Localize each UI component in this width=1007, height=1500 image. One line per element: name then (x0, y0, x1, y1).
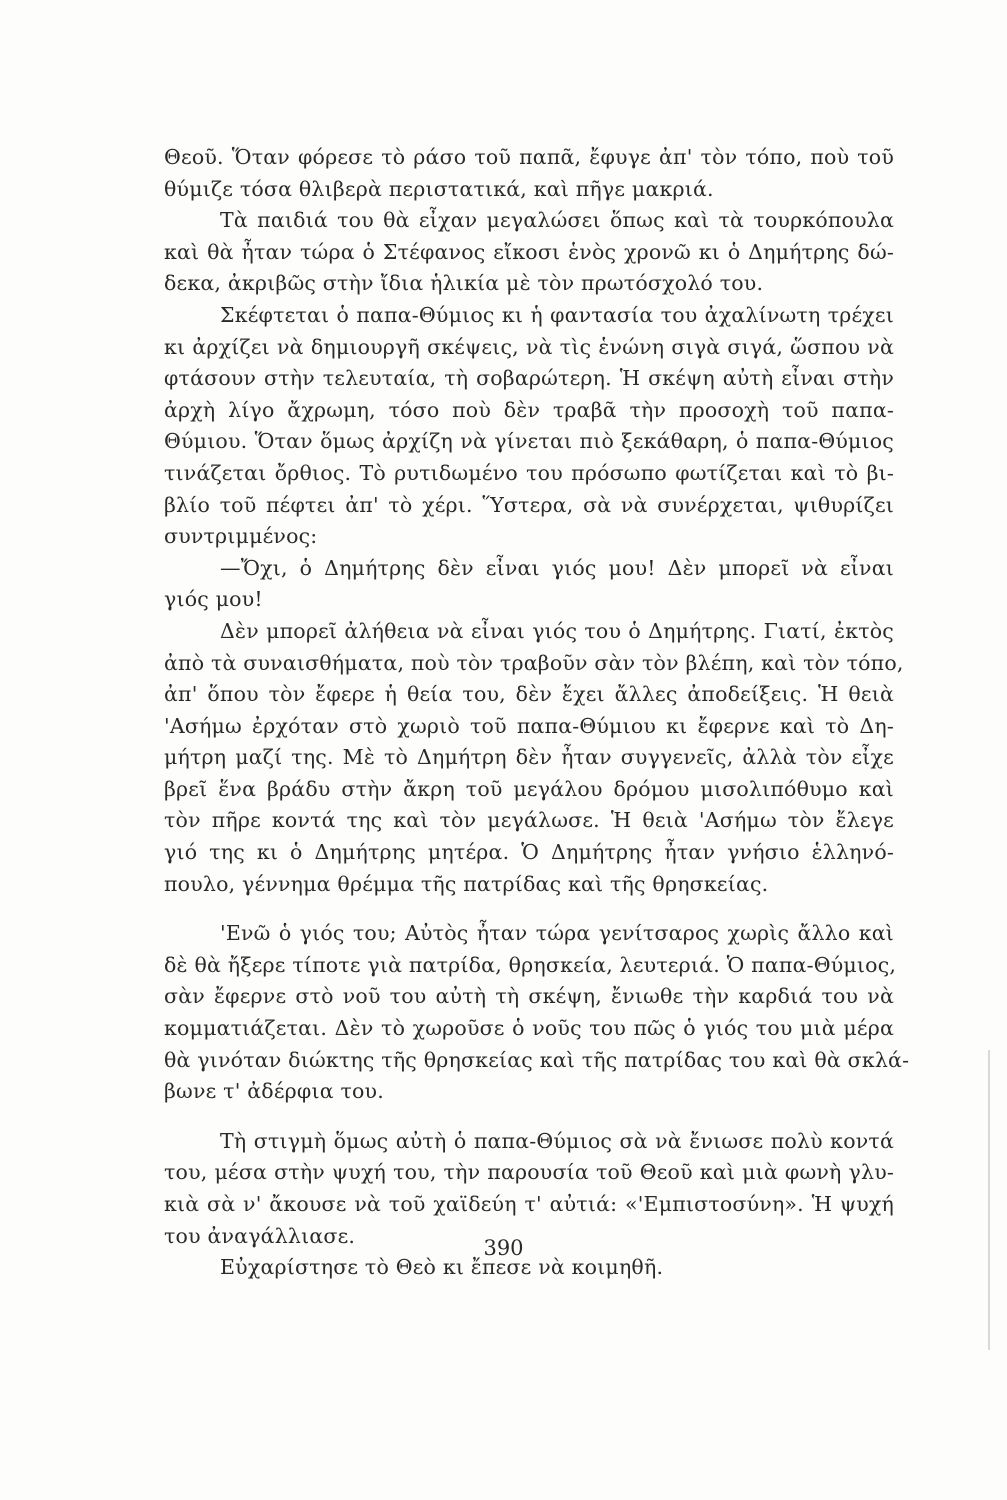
text-line: τινάζεται ὄρθιος. Τὸ ρυτιδωμένο του πρόσωπο φωτίζεται καὶ τὸ βι- (164, 460, 894, 485)
text-line: Σκέφτεται ὁ παπα-Θύμιος κι ἡ φαντασία του ἀχαλίνωτη τρέχει (220, 302, 894, 327)
text-line: ἀπ' ὅπου τὸν ἔφερε ἡ θεία του, δὲν ἔχει ἄλλες ἀποδείξεις. Ἡ θειὰ (164, 682, 894, 707)
page-number: 390 (483, 1236, 524, 1260)
text-line: βλίο τοῦ πέφτει ἀπ' τὸ χέρι. Ὕστερα, σὰ νὰ συνέρχεται, ψιθυρίζει (164, 492, 894, 517)
body-text (164, 142, 910, 1284)
text-line: γιό της κι ὁ Δημήτρης μητέρα. Ὁ Δημήτρης ἦταν γνήσιο ἑλληνό- (164, 840, 894, 865)
paragraph-gap (164, 1108, 894, 1126)
text-line: 'Ενῶ ὁ γιός του; Αὐτὸς ἦταν τώρα γενίτσαρος χωρὶς ἄλλο καὶ (220, 921, 894, 946)
text-line: τὸν πῆρε κοντά της καὶ τὸν μεγάλωσε. Ἡ θειὰ 'Ασήμω τὸν ἔλεγε (164, 808, 894, 833)
text-line: μήτρη μαζί της. Μὲ τὸ Δημήτρη δὲν ἦταν συγγενεῖς, ἀλλὰ τὸν εἶχε (164, 745, 894, 770)
text-line: ἀρχὴ λίγο ἄχρωμη, τόσο ποὺ δὲν τραβᾶ τὴν προσοχὴ τοῦ παπα- (164, 397, 894, 422)
text-line: Θύμιου. Ὅταν ὅμως ἀρχίζη νὰ γίνεται πιὸ ξεκάθαρη, ὁ παπα-Θύμιος (164, 429, 894, 454)
text-line: συντριμμένος: (164, 524, 318, 549)
text-line: Τὴ στιγμὴ ὅμως αὐτὴ ὁ παπα-Θύμιος σὰ νὰ ἔνιωσε πολὺ κοντά (220, 1128, 894, 1153)
text-line: του ἀναγάλλιασε. (164, 1223, 356, 1248)
text-line: Τὰ παιδιά του θὰ εἶχαν μεγαλώσει ὅπως καὶ τὰ τουρκόπουλα (220, 208, 894, 233)
text-line: καὶ θὰ ἦταν τώρα ὁ Στέφανος εἴκοσι ἑνὸς χρονῶ κι ὁ Δημήτρης δώ- (164, 239, 894, 264)
text-line: κιὰ σὰ ν' ἄκουσε νὰ τοῦ χαϊδεύη τ' αὐτιά: «'Εμπιστοσύνη». Ἡ ψυχή (164, 1192, 894, 1216)
text-line: βρεῖ ἕνα βράδυ στὴν ἄκρη τοῦ μεγάλου δρόμου μισολιπόθυμο καὶ (164, 776, 894, 801)
page-edge-shadow (988, 1050, 990, 1350)
text-line: του, μέσα στὴν ψυχή του, τὴν παρουσία τοῦ Θεοῦ καὶ μιὰ φωνὴ γλυ- (164, 1160, 894, 1185)
text-line: δεκα, ἀκριβῶς στὴν ἴδια ἡλικία μὲ τὸν πρωτόσχολό του. (164, 271, 764, 296)
text-line: θὰ γινόταν διώκτης τῆς θρησκείας καὶ τῆς πατρίδας του καὶ θὰ σκλά- (164, 1047, 910, 1072)
text-line: θύμιζε τόσα θλιβερὰ περιστατικά, καὶ πῆγε μακριά. (164, 176, 714, 201)
text-line: κομματιάζεται. Δὲν τὸ χωροῦσε ὁ νοῦς του πῶς ὁ γιός του μιὰ μέρα (164, 1016, 894, 1041)
text-line: πουλο, γέννημα θρέμμα τῆς πατρίδας καὶ τῆς θρησκείας. (164, 871, 769, 896)
text-line: δὲ θὰ ἤξερε τίποτε γιὰ πατρίδα, θρησκεία, λευτεριά. Ὁ παπα-Θύμιος, (164, 952, 897, 977)
text-line: —Ὄχι, ὁ Δημήτρης δὲν εἶναι γιός μου! Δὲν μπορεῖ νὰ εἶναι (220, 555, 894, 580)
text-line: φτάσουν στὴν τελευταία, τὴ σοβαρώτερη. Ἡ σκέψη αὐτὴ εἶναι στὴν (164, 366, 894, 391)
text-line: Εὐχαρίστησε τὸ Θεὸ κι ἔπεσε νὰ κοιμηθῆ. (220, 1255, 664, 1280)
text-line: 'Ασήμω ἐρχόταν στὸ χωριὸ τοῦ παπα-Θύμιου κι ἔφερνε καὶ τὸ Δη- (164, 713, 894, 738)
text-line: Δὲν μπορεῖ ἀλήθεια νὰ εἶναι γιός του ὁ Δημήτρης. Γιατί, ἐκτὸς (220, 618, 894, 643)
text-line: γιός μου! (164, 587, 263, 612)
text-line: ἀπὸ τὰ συναισθήματα, ποὺ τὸν τραβοῦν σὰν τὸν βλέπη, καὶ τὸν τόπο, (164, 650, 904, 675)
text-line: Θεοῦ. Ὅταν φόρεσε τὸ ράσο τοῦ παπᾶ, ἔφυγε ἀπ' τὸν τόπο, ποὺ τοῦ (164, 145, 894, 169)
text-line: κι ἀρχίζει νὰ δημιουργῆ σκέψεις, νὰ τὶς ἑνώνη σιγὰ σιγά, ὥσπου νὰ (164, 334, 894, 359)
text-line: σὰν ἔφερνε στὸ νοῦ του αὐτὴ τὴ σκέψη, ἔνιωθε τὴν καρδιά του νὰ (164, 984, 894, 1009)
text-line: βωνε τ' ἀδέρφια του. (164, 1079, 384, 1104)
paragraph-gap (164, 900, 894, 918)
